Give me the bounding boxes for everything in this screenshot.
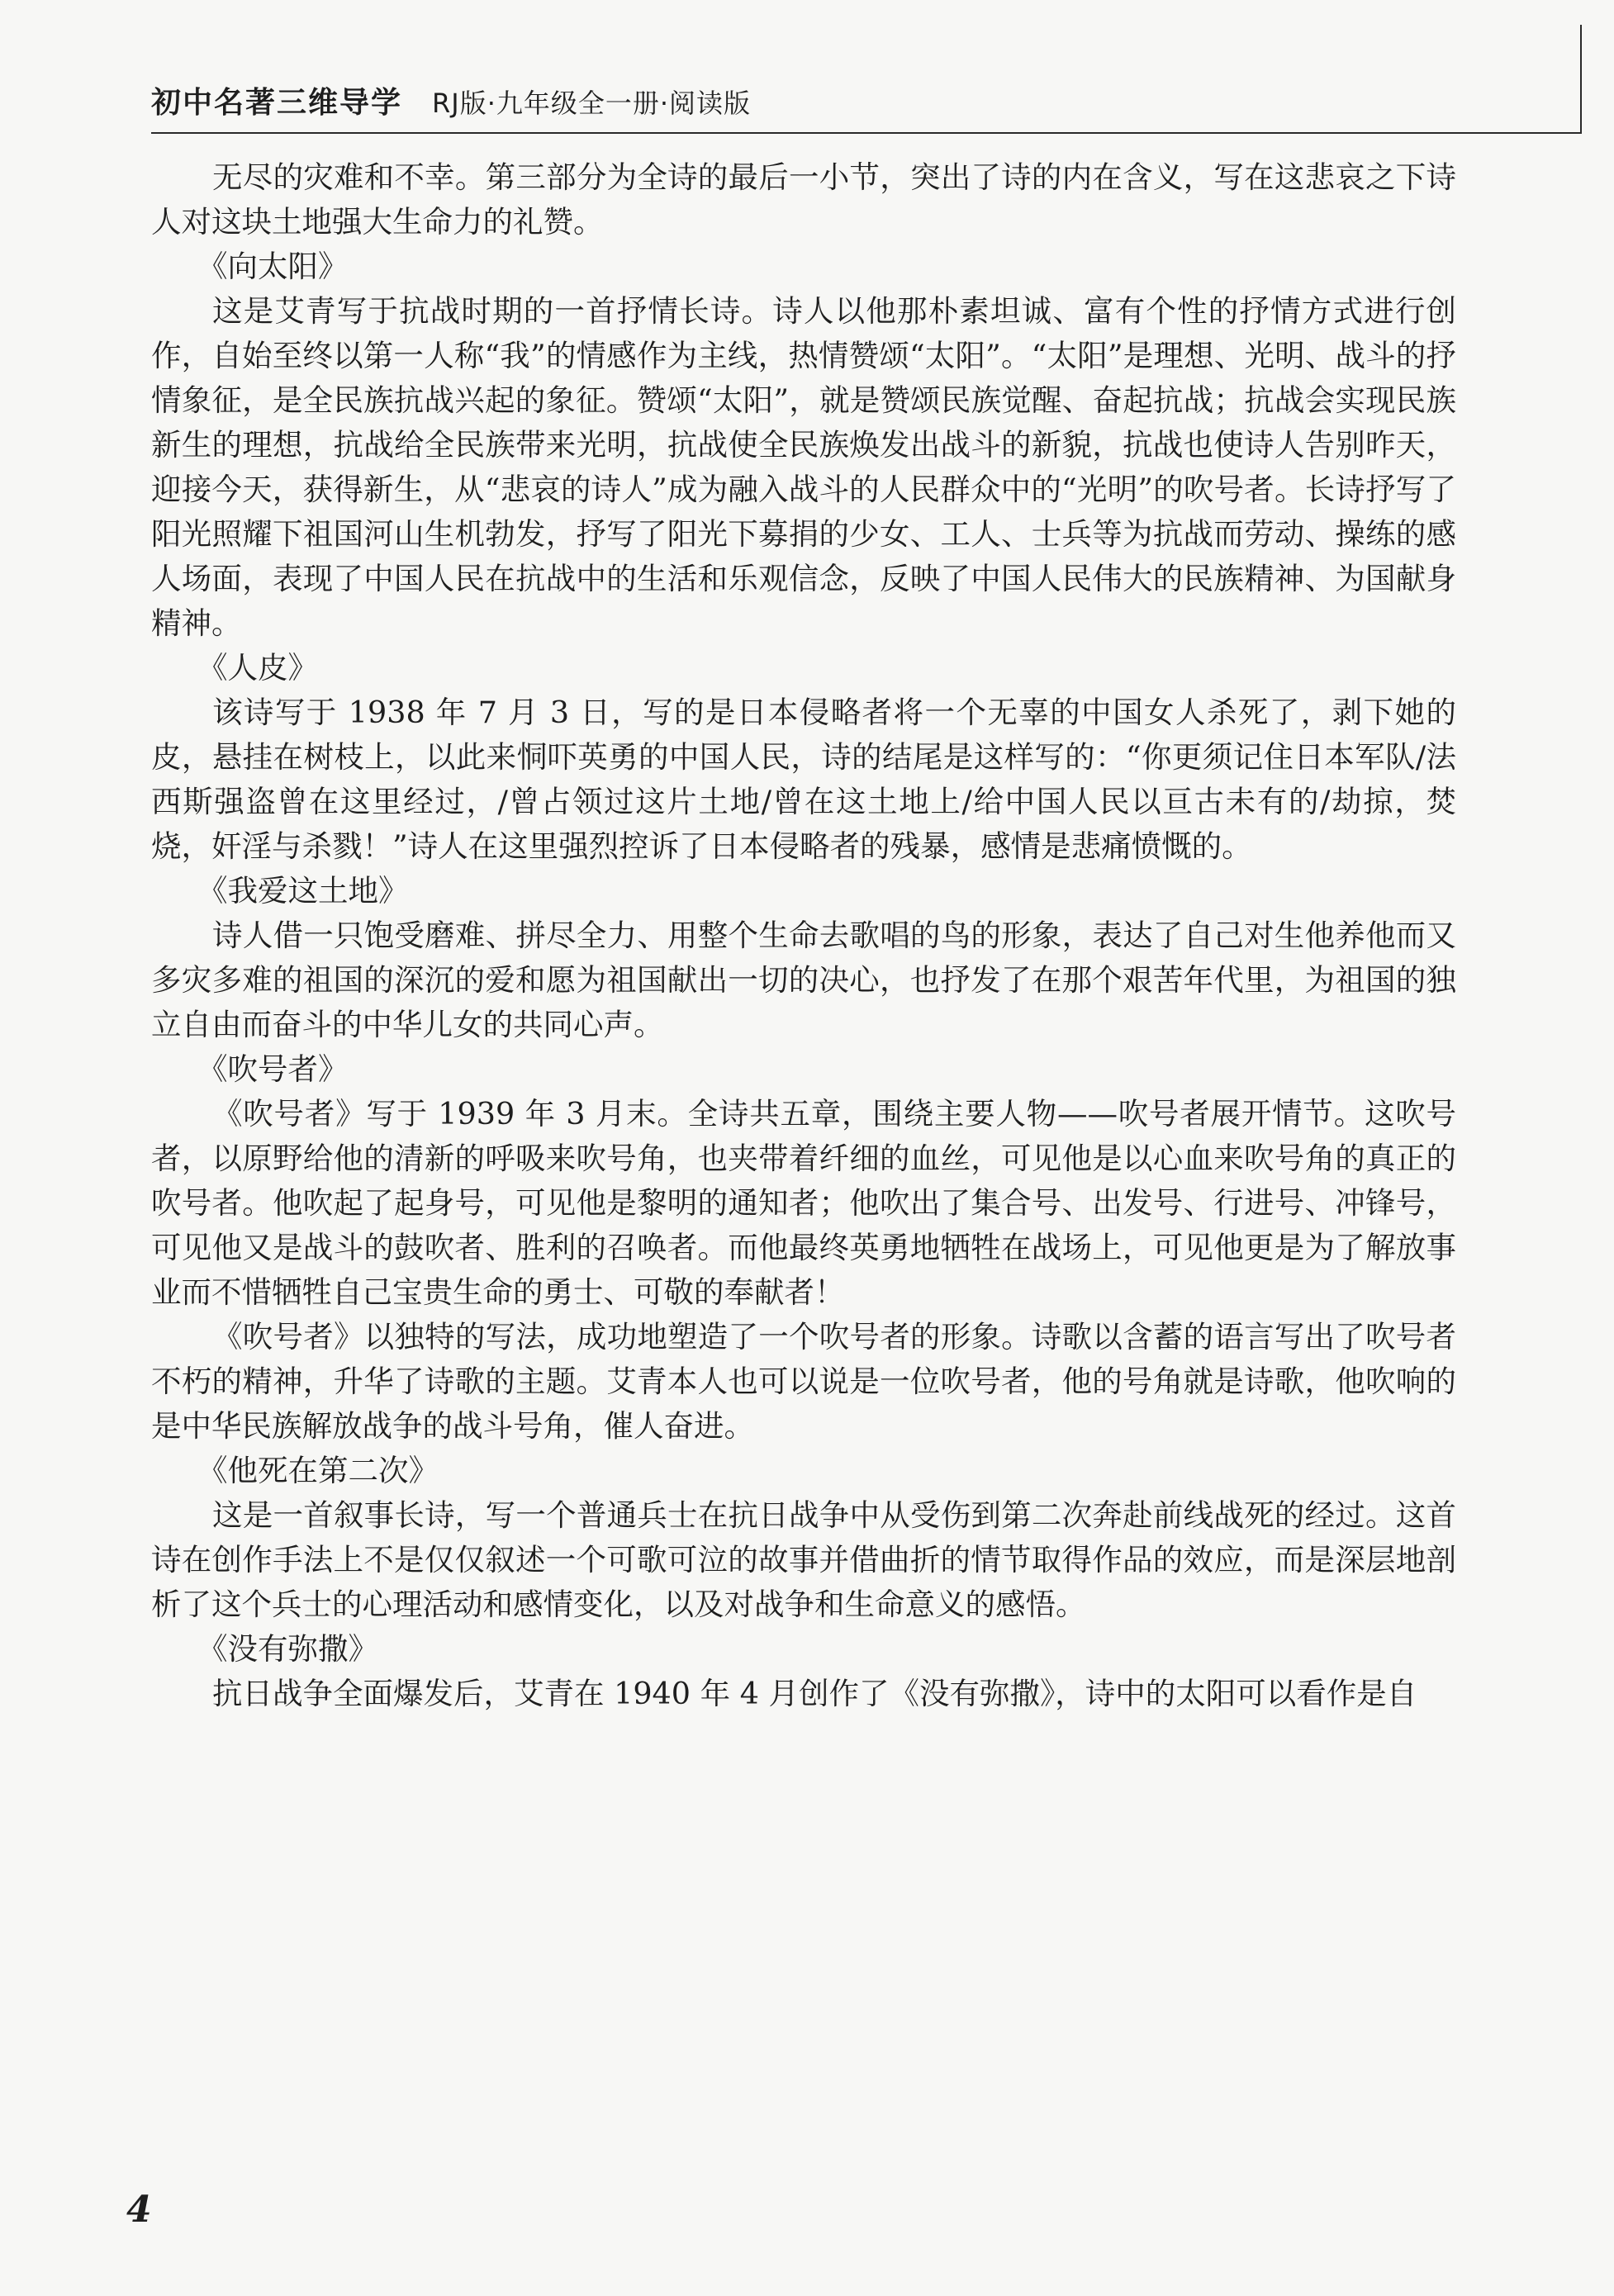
paragraph-renpi: 该诗写于 1938 年 7 月 3 日，写的是日本侵略者将一个无辜的中国女人杀死了，剥下她的皮，悬挂在树枝上，以此来恫吓英勇的中国人民，诗的结尾是这样写的：“你更须记住日本军队/法西斯强盗曾在这里经过，/曾占领过这片土地/曾在这土地上/给中国人民以亘古未有的/劫掠，焚烧，奸淫与杀戮！”诗人在这里强烈控诉了日本侵略者的残暴，感情是悲痛愤慨的。	[151, 695, 1456, 864]
paragraph-continued: 无尽的灾难和不幸。第三部分为全诗的最后一小节，突出了诗的内在含义，写在这悲哀之下诗人对这块土地强大生命力的礼赞。	[151, 159, 1456, 240]
paragraph-chuihaozhe-1: 《吹号者》写于 1939 年 3 月末。全诗共五章，围绕主要人物——吹号者展开情节。这吹号者，以原野给他的清新的呼吸来吹号角，也夹带着纤细的血丝，可见他是以心血来吹号角的真正的吹号者。他吹起了起身号，可见他是黎明的通知者；他吹出了集合号、出发号、行进号、冲锋号，可见他又是战斗的鼓吹者、胜利的召唤者。而他最终英勇地牺牲在战场上，可见他更是为了解放事业而不惜牺牲自己宝贵生命的勇士、可敬的奉献者！	[151, 1096, 1456, 1310]
section-title-chuihaozhe: 《吹号者》	[197, 1051, 349, 1087]
section-title-renpi: 《人皮》	[197, 650, 318, 685]
section-title-meiyou-misa: 《没有弥撒》	[197, 1631, 378, 1667]
header-divider	[151, 132, 1580, 134]
edition-label: RJ版·九年级全一册·阅读版	[432, 88, 752, 119]
paragraph-ta-si-zai-dierci: 这是一首叙事长诗，写一个普通兵士在抗日战争中从受伤到第二次奔赴前线战死的经过。这首诗在创作手法上不是仅仅叙述一个可歌可泣的故事并借曲折的情节取得作品的效应，而是深层地剖析了这个兵士的心理活动和感情变化，以及对战争和生命意义的感悟。	[151, 1497, 1456, 1622]
section-title-wo-ai-zhe-tudi: 《我爱这土地》	[197, 873, 409, 908]
section-title-ta-si-zai-dierci: 《他死在第二次》	[197, 1453, 439, 1488]
series-title: 初中名著三维导学	[151, 86, 403, 120]
page-number: 4	[126, 2189, 152, 2231]
paragraph-chuihaozhe-2: 《吹号者》以独特的写法，成功地塑造了一个吹号者的形象。诗歌以含蓄的语言写出了吹号者不朽的精神，升华了诗歌的主题。艾青本人也可以说是一位吹号者，他的号角就是诗歌，他吹响的是中华民族解放战争的战斗号角，催人奋进。	[151, 1319, 1456, 1444]
paragraph-wo-ai-zhe-tudi: 诗人借一只饱受磨难、拼尽全力、用整个生命去歌唱的鸟的形象，表达了自己对生他养他而又多灾多难的祖国的深沉的爱和愿为祖国献出一切的决心，也抒发了在那个艰苦年代里，为祖国的独立自由而奋斗的中华儿女的共同心声。	[151, 918, 1456, 1042]
section-title-xiang-taiyang: 《向太阳》	[197, 249, 349, 284]
running-header	[151, 79, 751, 126]
page-body	[151, 155, 1456, 1716]
paragraph-xiang-taiyang: 这是艾青写于抗战时期的一首抒情长诗。诗人以他那朴素坦诚、富有个性的抒情方式进行创作，自始至终以第一人称“我”的情感作为主线，热情赞颂“太阳”。“太阳”是理想、光明、战斗的抒情象征，是全民族抗战兴起的象征。赞颂“太阳”，就是赞颂民族觉醒、奋起抗战；抗战会实现民族新生的理想，抗战给全民族带来光明，抗战使全民族焕发出战斗的新貌，抗战也使诗人告别昨天，迎接今天，获得新生，从“悲哀的诗人”成为融入战斗的人民群众中的“光明”的吹号者。长诗抒写了阳光照耀下祖国河山生机勃发，抒写了阳光下募捐的少女、工人、士兵等为抗战而劳动、操练的感人场面，表现了中国人民在抗战中的生活和乐观信念，反映了中国人民伟大的民族精神、为国献身精神。	[151, 293, 1456, 641]
paragraph-meiyou-misa: 抗日战争全面爆发后，艾青在 1940 年 4 月创作了《没有弥撒》，诗中的太阳可以看作是自	[212, 1676, 1417, 1711]
header-side-divider	[1580, 25, 1582, 134]
